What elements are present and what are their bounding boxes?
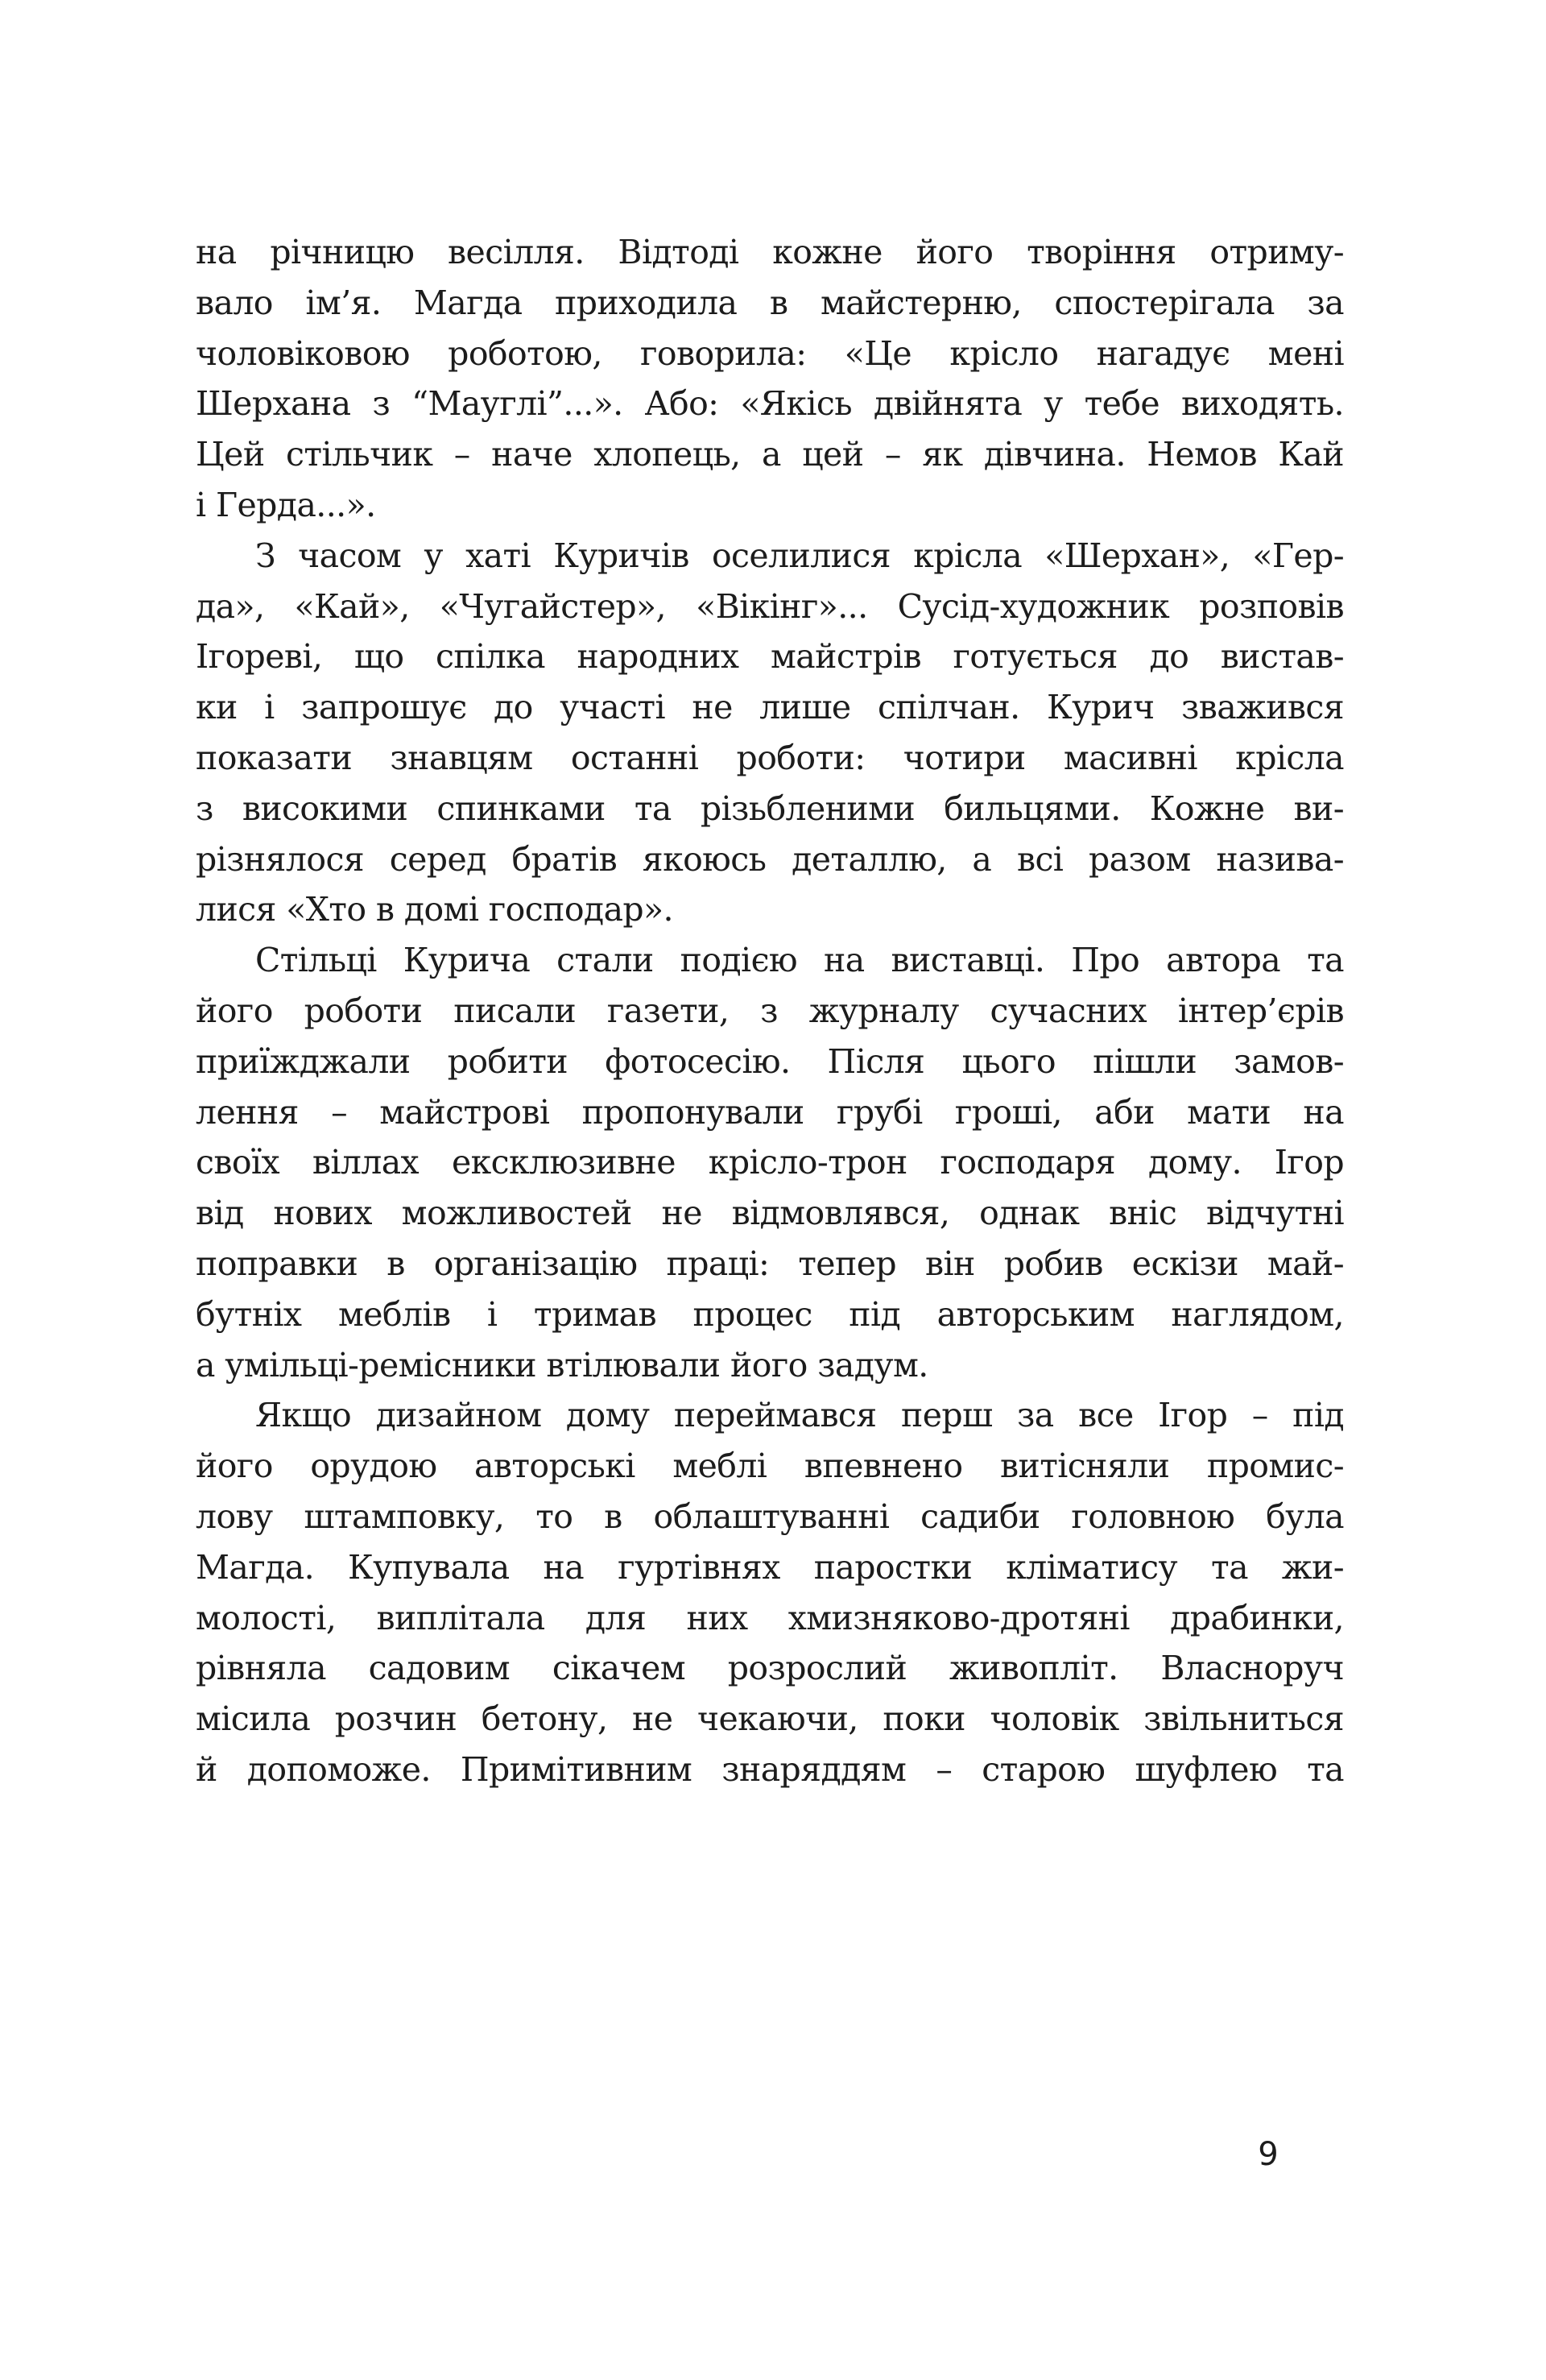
text-line: Ігореві, що спілка народних майстрів готується до вистав-: [196, 637, 1344, 677]
text-line: ки і запрошує до участі не лише спілчан. Курич зважився: [196, 688, 1344, 727]
text-line: різнялося серед братів якоюсь деталлю, а всі разом назива-: [196, 839, 1344, 879]
text-line: рівняла садовим сікачем розрослий живопліт. Власноруч: [196, 1649, 1344, 1688]
text-line: Магда. Купувала на гуртівнях паростки кліматису та жи-: [196, 1547, 1344, 1587]
paragraph-2: [196, 531, 1344, 935]
text-line: З часом у хаті Куричів оселилися крісла «Шерхан», «Гер-: [255, 536, 1344, 575]
text-line: приїжджали робити фотосесію. Після цього пішли замов-: [196, 1041, 1344, 1081]
text-line: лися «Хто в домі господар».: [196, 890, 673, 929]
text-line: місила розчин бетону, не чекаючи, поки чоловік звільниться: [196, 1699, 1344, 1739]
text-line: з високими спинками та різьбленими бильцями. Кожне ви-: [196, 789, 1344, 828]
text-line: бутніх меблів і тримав процес під авторським наглядом,: [196, 1294, 1344, 1334]
text-line: лову штамповку, то в облаштуванні садиби головною була: [196, 1496, 1344, 1536]
text-line: вало ім’я. Магда приходила в майстерню, спостерігала за: [196, 283, 1344, 322]
text-line: його роботи писали газети, з журналу сучасних інтер’єрів: [196, 991, 1344, 1030]
text-line: його орудою авторські меблі впевнено витісняли промис-: [196, 1447, 1344, 1486]
text-line: на річницю весілля. Відтоді кожне його творіння отриму-: [196, 233, 1344, 271]
text-line: Цей стільчик – наче хлопець, а цей – як дівчина. Немов Кай: [196, 435, 1344, 474]
text-line: від нових можливостей не відмовлявся, однак вніс відчутні: [196, 1194, 1344, 1233]
text-line: молості, виплітала для них хмизняково-дротяні драбинки,: [196, 1598, 1344, 1637]
paragraph-4: [196, 1390, 1344, 1794]
text-line: лення – майстрові пропонували грубі гроші, аби мати на: [196, 1092, 1344, 1132]
text-line: Якщо дизайном дому переймався перш за все Ігор – під: [255, 1396, 1344, 1435]
text-line: і Герда...».: [196, 485, 376, 524]
body-text: [196, 227, 1344, 1795]
text-line: Шерхана з “Мауглі”...». Або: «Якісь двійнята у тебе виходять.: [196, 384, 1344, 424]
text-line: поправки в організацію праці: тепер він робив ескізи май-: [196, 1244, 1344, 1283]
text-line: й допоможе. Примітивним знаряддям – старою шуфлею та: [196, 1749, 1344, 1789]
text-line: да», «Кай», «Чугайстер», «Вікінг»... Сусід-художник розповів: [196, 586, 1344, 626]
text-line: чоловіковою роботою, говорила: «Це крісло нагадує мені: [196, 333, 1344, 373]
text-line: Стільці Курича стали подією на виставці. Про автора та: [255, 941, 1344, 980]
paragraph-3: [196, 935, 1344, 1390]
text-line: показати знавцям останні роботи: чотири масивні крісла: [196, 738, 1344, 777]
text-line: а умільці-ремісники втілювали його задум.: [196, 1345, 928, 1385]
page-number: 9: [1258, 2136, 1279, 2173]
paragraph-1: [196, 227, 1344, 531]
text-line: своїх віллах ексклюзивне крісло-трон господаря дому. Ігор: [196, 1143, 1344, 1182]
